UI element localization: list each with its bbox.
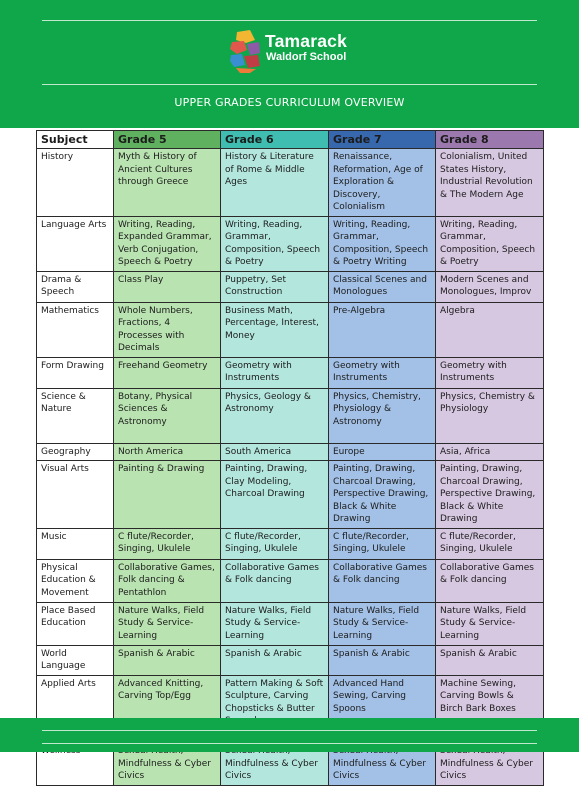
cell-grade-6: Mindfulness & Cyber Civics <box>221 730 329 785</box>
header-grade-7: Grade 7 <box>329 131 436 149</box>
logo-name: Tamarack <box>265 31 348 51</box>
cell-grade-7: Mindfulness & Cyber Civics <box>329 730 436 785</box>
cell-grade-8: Mindfulness & Cyber Civics <box>436 730 544 785</box>
cell-grade-5: North America <box>114 443 221 461</box>
logo-subtitle: Waldorf School <box>266 51 347 63</box>
cell-grade-7: Pre-Algebra <box>329 302 436 357</box>
table-row <box>37 216 544 271</box>
cell-grade-8: Painting, Drawing, Charcoal Drawing, Perspective Drawing, Black & White Drawing <box>436 461 544 529</box>
page-title: UPPER GRADES CURRICULUM OVERVIEW <box>174 96 405 109</box>
curriculum-table <box>36 130 544 786</box>
table-row <box>37 645 544 675</box>
table-body <box>37 149 544 786</box>
cell-grade-5: Nature Walks, Field Study & Service-Learning <box>114 602 221 645</box>
cell-grade-8: Spanish & Arabic <box>436 645 544 675</box>
cell-grade-7: Writing, Reading, Grammar, Composition, Speech & Poetry Writing <box>329 216 436 271</box>
cell-grade-7: Geometry with Instruments <box>329 357 436 388</box>
cell-grade-5: C flute/Recorder, Singing, Ukulele <box>114 528 221 559</box>
cell-grade-8: Writing, Reading, Grammar, Composition, Speech & Poetry <box>436 216 544 271</box>
cell-grade-8: Nature Walks, Field Study & Service-Learning <box>436 602 544 645</box>
cell-grade-8: Geometry with Instruments <box>436 357 544 388</box>
cell-grade-6: Physics, Geology & Astronomy <box>221 388 329 443</box>
cell-grade-6: South America <box>221 443 329 461</box>
cell-grade-6: History & Literature of Rome & Middle Ages <box>221 149 329 217</box>
cell-grade-8: Colonialism, United States History, Industrial Revolution & The Modern Age <box>436 149 544 217</box>
cell-grade-8: Algebra <box>436 302 544 357</box>
header-subject: Subject <box>37 131 114 149</box>
subject-cell: Place Based Education <box>37 602 114 645</box>
cell-grade-7: Nature Walks, Field Study & Service-Learning <box>329 602 436 645</box>
table-row <box>37 528 544 559</box>
table-row <box>37 149 544 217</box>
cell-grade-5: Mindfulness & Cyber Civics <box>114 730 221 785</box>
cell-grade-8: Collaborative Games & Folk dancing <box>436 559 544 602</box>
subject-cell: Science & Nature <box>37 388 114 443</box>
subject-cell: History <box>37 149 114 217</box>
cell-grade-6: Pattern Making & Soft Sculpture, Carving Chopsticks & Butter <box>221 675 329 730</box>
subject-cell: Language Arts <box>37 216 114 271</box>
cell-grade-7: Advanced Hand Sewing, Carving Spoons <box>329 675 436 730</box>
cell-grade-5: Painting & Drawing <box>114 461 221 529</box>
table-row <box>37 602 544 645</box>
subject-cell: Form Drawing <box>37 357 114 388</box>
table-row <box>37 388 544 443</box>
cell-grade-8: Modern Scenes and Monologues, Improv <box>436 271 544 302</box>
cell-grade-6: Collaborative Games & Folk dancing <box>221 559 329 602</box>
cell-grade-7: Renaissance, Reformation, Age of Exploration & Discovery, Colonialism <box>329 149 436 217</box>
cell-grade-6: Business Math, Percentage, Interest, Money <box>221 302 329 357</box>
cell-grade-6: C flute/Recorder, Singing, Ukulele <box>221 528 329 559</box>
cell-grade-5: Advanced Knitting, Carving Top/Egg <box>114 675 221 730</box>
cell-grade-7: Painting, Drawing, Charcoal Drawing, Perspective Drawing, Black & White Drawing <box>329 461 436 529</box>
table-header-row <box>37 131 544 149</box>
cell-grade-5: Whole Numbers, Fractions, 4 Processes with Decimals <box>114 302 221 357</box>
page-header <box>0 0 579 128</box>
subject-cell: Geography <box>37 443 114 461</box>
cell-grade-5: Class Play <box>114 271 221 302</box>
cell-grade-7: Classical Scenes and Monologues <box>329 271 436 302</box>
table-row <box>37 443 544 461</box>
cell-grade-8: Machine Sewing, Carving Bowls & Birch Bark Boxes <box>436 675 544 730</box>
cell-grade-6: Spanish & Arabic <box>221 645 329 675</box>
cell-grade-6: Writing, Reading, Grammar, Composition, Speech & Poetry <box>221 216 329 271</box>
subject-cell: Mathematics <box>37 302 114 357</box>
cell-grade-7: C flute/Recorder, Singing, Ukulele <box>329 528 436 559</box>
cell-grade-7: Physics, Chemistry, Physiology & Astronomy <box>329 388 436 443</box>
cell-grade-5: Collaborative Games, Folk dancing & Pentathlon <box>114 559 221 602</box>
cell-grade-8: Physics, Chemistry & Physiology <box>436 388 544 443</box>
subject-cell: Music <box>37 528 114 559</box>
subject-cell: Applied Arts <box>37 675 114 730</box>
page-footer <box>0 718 579 752</box>
cell-grade-6: Puppetry, Set Construction <box>221 271 329 302</box>
cell-grade-5: Freehand Geometry <box>114 357 221 388</box>
subject-cell: Drama & Speech <box>37 271 114 302</box>
cell-grade-8: C flute/Recorder, Singing, Ukulele <box>436 528 544 559</box>
table-row <box>37 357 544 388</box>
header-rule-top <box>42 20 537 21</box>
header-grade-5: Grade 5 <box>114 131 221 149</box>
cell-grade-7: Collaborative Games & Folk dancing <box>329 559 436 602</box>
school-logo[interactable] <box>228 28 358 78</box>
cell-grade-6: Nature Walks, Field Study & Service-Learning <box>221 602 329 645</box>
table-row <box>37 559 544 602</box>
cell-grade-5: Spanish & Arabic <box>114 645 221 675</box>
cell-grade-7: Europe <box>329 443 436 461</box>
cell-grade-5: Myth & History of Ancient Cultures through Greece <box>114 149 221 217</box>
header-grade-6: Grade 6 <box>221 131 329 149</box>
tamarack-logo-icon <box>228 28 262 74</box>
cell-grade-5: Writing, Reading, Expanded Grammar, Verb Conjugation, Speech & Poetry <box>114 216 221 271</box>
table-row <box>37 271 544 302</box>
subject-cell: World Language <box>37 645 114 675</box>
cell-grade-8: Asia, Africa <box>436 443 544 461</box>
cell-grade-7: Spanish & Arabic <box>329 645 436 675</box>
header-grade-8: Grade 8 <box>436 131 544 149</box>
cell-grade-6: Painting, Drawing, Clay Modeling, Charcoal Drawing <box>221 461 329 529</box>
header-rule-bottom <box>42 84 537 85</box>
table-row <box>37 302 544 357</box>
subject-cell: Physical Education & Movement <box>37 559 114 602</box>
footer-rule-top <box>42 730 537 731</box>
cell-grade-6: Geometry with Instruments <box>221 357 329 388</box>
table-row <box>37 461 544 529</box>
subject-cell: Visual Arts <box>37 461 114 529</box>
footer-rule-bottom <box>42 743 537 744</box>
cell-grade-5: Botany, Physical Sciences & Astronomy <box>114 388 221 443</box>
